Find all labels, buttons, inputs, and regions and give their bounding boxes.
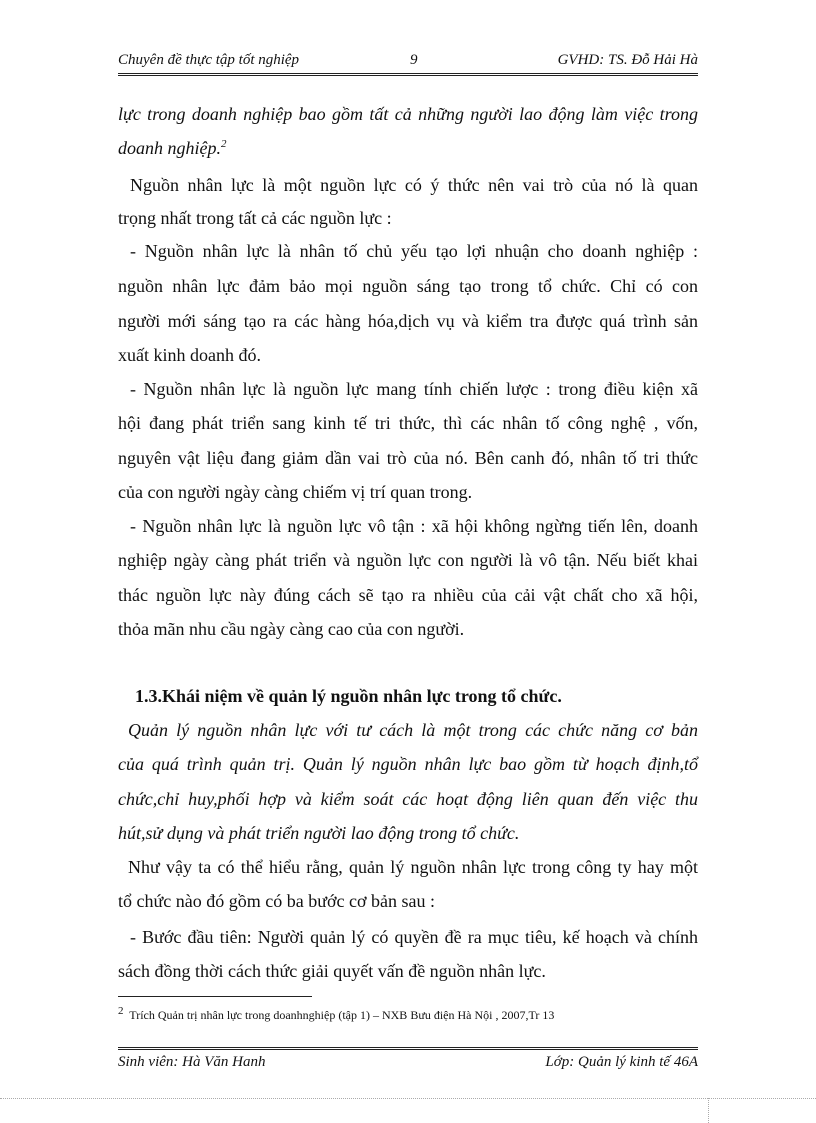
- footer-left: Sinh viên: Hà Văn Hanh: [118, 1054, 266, 1070]
- body-line: xuất kinh doanh đó.: [118, 345, 261, 365]
- body-line: của con người ngày càng chiếm vị trí quan trong.: [118, 482, 473, 502]
- body-line: - Nguồn nhân lực là nguồn lực mang tính chiến lược : trong điều kiện xã: [130, 379, 698, 399]
- footnote: [118, 1005, 554, 1023]
- body-line: lực trong doanh nghiệp bao gồm tất cả những người lao động làm việc trong: [118, 104, 698, 124]
- body-line-text: doanh nghiệp.: [118, 138, 221, 158]
- body-line: thác nguồn lực này đúng cách sẽ tạo ra nhiều của cải vật chất cho xã hội,: [118, 585, 698, 605]
- header-left: Chuyên đề thực tập tốt nghiệp: [118, 52, 300, 68]
- body-line: nguyên vật liệu đang giảm dần vai trò của nó. Bên canh đó, nhân tố tri thức: [118, 448, 698, 468]
- body-line: hội đang phát triển sang kinh tế tri thức, thì các nhân tố công nghệ , vốn,: [118, 413, 698, 433]
- body-line: - Nguồn nhân lực là nhân tố chủ yếu tạo lợi nhuận cho doanh nghiệp :: [130, 241, 698, 261]
- footer-right: Lớp: Quản lý kinh tế 46A: [545, 1054, 698, 1070]
- footnote-ref: 2: [221, 138, 227, 150]
- page-boundary-vertical: [708, 1098, 709, 1123]
- body-line: chức,chỉ huy,phối hợp và kiểm soát các hoạt động liên quan đến việc thu: [118, 789, 698, 809]
- body-line: thỏa mãn nhu cầu ngày càng cao của con người.: [118, 619, 465, 639]
- page-footer: [118, 1054, 698, 1074]
- body-line: tổ chức nào đó gồm có ba bước cơ bản sau :: [118, 891, 435, 911]
- footnote-rule: [118, 996, 312, 997]
- body-line: người mới sáng tạo ra các hàng hóa,dịch vụ và kiểm tra được quá trình sản: [118, 311, 698, 331]
- page-header: [118, 52, 698, 72]
- body-line: Nguồn nhân lực là một nguồn lực có ý thức nên vai trò của nó là quan: [130, 175, 698, 195]
- section-heading: 1.3.Khái niệm về quản lý nguồn nhân lực trong tổ chức.: [135, 686, 562, 706]
- body-line: của quá trình quản trị. Quản lý nguồn nhân lực bao gồm từ hoạch định,tổ: [118, 754, 698, 774]
- body-line: trọng nhất trong tất cả các nguồn lực :: [118, 208, 392, 228]
- body-line: nghiệp ngày càng phát triển và nguồn lực con người là vô tận. Nếu biết khai: [118, 550, 698, 570]
- body-line: sách đồng thời cách thức giải quyết vấn đề nguồn nhân lực.: [118, 961, 546, 981]
- page-number: 9: [410, 52, 418, 68]
- footnote-text: Trích Quản trị nhân lực trong doanhnghiệp (tập 1) – NXB Bưu điện Hà Nội , 2007,Tr 13: [129, 1008, 555, 1022]
- body-line: Như vậy ta có thể hiểu rằng, quản lý nguồn nhân lực trong công ty hay một: [128, 857, 698, 877]
- footer-rule: [118, 1047, 698, 1050]
- body-line: [118, 138, 698, 159]
- header-rule: [118, 73, 698, 76]
- body-line: - Nguồn nhân lực là nguồn lực vô tận : xã hội không ngừng tiến lên, doanh: [130, 516, 698, 536]
- body-line: Quản lý nguồn nhân lực với tư cách là một trong các chức năng cơ bản: [128, 720, 698, 740]
- body-line: - Bước đầu tiên: Người quản lý có quyền đề ra mục tiêu, kế hoạch và chính: [130, 927, 698, 947]
- page-boundary-horizontal: [0, 1098, 816, 1099]
- header-right: GVHD: TS. Đỗ Hải Hà: [557, 52, 698, 68]
- body-line: hút,sử dụng và phát triển người lao động trong tổ chức.: [118, 823, 520, 843]
- footnote-mark: 2: [118, 1005, 124, 1017]
- body-line: nguồn nhân lực đảm bảo mọi nguồn sáng tạo trong tổ chức. Chỉ có con: [118, 276, 698, 296]
